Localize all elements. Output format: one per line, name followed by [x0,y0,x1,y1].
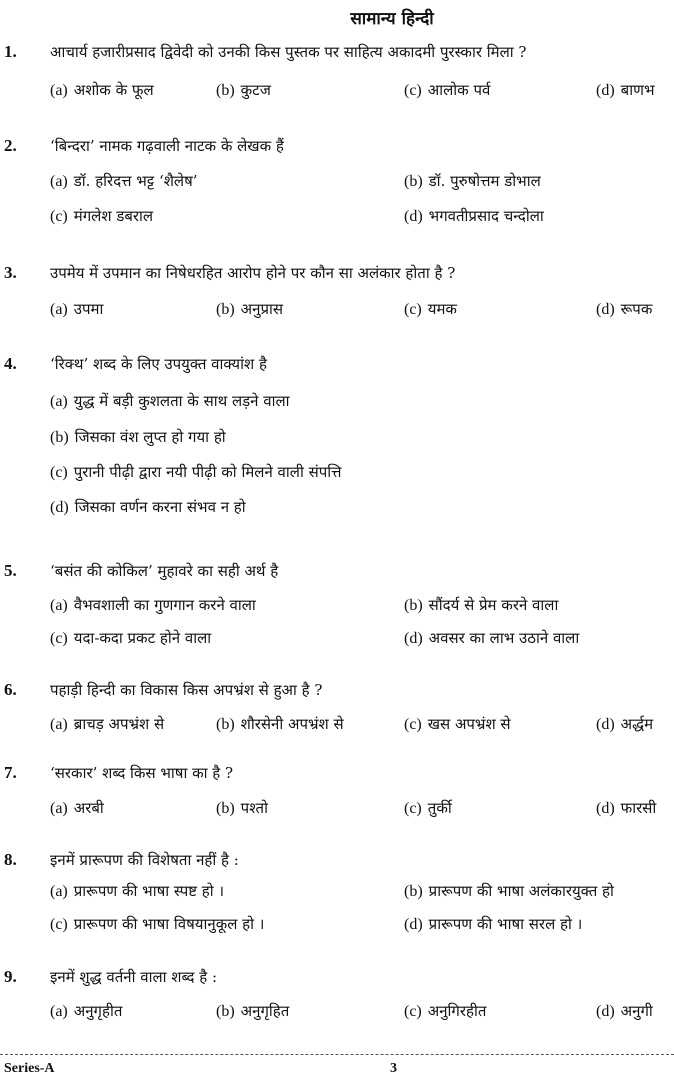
question-number: 5. [4,561,17,580]
option-text: रूपक [620,300,653,318]
option-c [404,798,452,818]
option-text: प्रारूपण की भाषा विषयानुकूल हो । [73,915,265,933]
option-text: सौंदर्य से प्रेम करने वाला [428,596,559,614]
page-number: 3 [390,1061,397,1076]
option-a [50,1001,122,1021]
option-text: भगवतीप्रसाद चन्दोला [428,207,544,225]
option-a [50,171,198,191]
option-text: पुरानी पीढ़ी द्वारा नयी पीढ़ी को मिलने वाली संपत्ति [73,463,342,481]
option-c [404,80,490,100]
question-2 [0,136,674,166]
option-text: अनुप्रास [240,300,284,318]
question-9 [0,967,674,997]
option-b [216,714,344,734]
option-c [50,628,211,648]
question-number: 1. [4,42,17,61]
option-b [216,299,283,319]
option-text: वैभवशाली का गुणगान करने वाला [73,596,256,614]
option-d [596,1001,653,1021]
option-label: (b) [404,173,423,190]
option-text: प्रारूपण की भाषा सरल हो । [428,915,583,933]
option-label: (a) [50,1003,68,1020]
option-label: (b) [404,883,423,900]
option-label: (d) [404,208,423,225]
question-number: 2. [4,136,17,155]
question-text: ‘सरकार’ शब्द किस भाषा का है ? [50,764,234,782]
question-text: इनमें शुद्ध वर्तनी वाला शब्द है : [50,968,218,986]
option-label: (c) [50,464,68,481]
option-label: (b) [50,429,69,446]
question-7 [0,763,674,793]
option-b [50,427,226,447]
option-label: (d) [50,499,69,516]
question-5 [0,561,674,591]
option-text: प्रारूपण की भाषा स्पष्ट हो । [73,882,225,900]
option-label: (a) [50,800,68,817]
option-c [404,714,511,734]
option-text: बाणभ [620,81,655,99]
option-b [404,881,614,901]
option-label: (c) [404,716,422,733]
question-number: 9. [4,967,17,986]
option-a [50,798,104,818]
option-c [404,1001,486,1021]
footer-divider [0,1054,674,1055]
question-text: उपमेय में उपमान का निषेधरहित आरोप होने पर कौन सा अलंकार होता है ? [50,264,456,282]
option-label: (c) [404,1003,422,1020]
option-c [404,299,457,319]
option-label: (c) [404,82,422,99]
option-text: अर्द्धम [620,715,654,733]
option-b [404,171,541,191]
option-text: ब्राचड़ अपभ्रंश से [73,715,165,733]
option-label: (d) [596,716,615,733]
option-text: अरबी [73,799,104,817]
option-text: जिसका वर्णन करना संभव न हो [74,498,246,516]
option-label: (b) [216,716,235,733]
option-a [50,595,256,615]
option-d [596,714,653,734]
option-b [216,1001,289,1021]
option-text: तुर्की [427,799,452,817]
question-text: ‘बसंत की कोकिल’ मुहावरे का सही अर्थ है [50,562,279,580]
question-text: ‘रिक्थ’ शब्द के लिए उपयुक्त वाक्यांश है [50,355,267,373]
option-text: पश्तो [240,799,268,817]
option-a [50,714,164,734]
option-d [404,206,544,226]
option-label: (d) [596,82,615,99]
option-d [596,299,652,319]
option-text: अनुगृहीत [73,1002,123,1020]
option-b [216,798,268,818]
option-c [50,206,153,226]
option-label: (b) [216,1003,235,1020]
option-label: (a) [50,716,68,733]
option-text: अनुगृहित [240,1002,290,1020]
option-label: (d) [404,916,423,933]
option-a [50,80,154,100]
option-text: डॉ. पुरुषोत्तम डोभाल [428,172,541,190]
option-b [216,80,271,100]
option-a [50,391,290,411]
option-text: खस अपभ्रंश से [427,715,511,733]
option-label: (b) [216,301,235,318]
option-b [404,595,558,615]
option-text: यमक [427,300,457,318]
option-text: मंगलेश डबराल [73,207,154,225]
option-text: अनुगी [620,1002,653,1020]
question-number: 8. [4,850,17,869]
option-label: (d) [596,800,615,817]
option-label: (b) [404,597,423,614]
option-c [50,462,342,482]
option-label: (a) [50,173,68,190]
option-text: अशोक के फूल [73,81,154,99]
option-text: शौरसेनी अपभ्रंश से [240,715,344,733]
option-d [404,914,582,934]
question-number: 6. [4,680,17,699]
option-label: (c) [50,630,68,647]
option-d [596,798,656,818]
option-d [596,80,655,100]
option-label: (a) [50,82,68,99]
page-title: सामान्य हिन्दी [350,9,434,29]
question-number: 3. [4,263,17,282]
option-label: (c) [404,301,422,318]
question-number: 4. [4,354,17,373]
option-text: अवसर का लाभ उठाने वाला [428,629,580,647]
option-text: फारसी [620,799,657,817]
question-4 [0,354,674,384]
option-d [404,628,579,648]
option-d [50,497,246,517]
option-label: (d) [596,301,615,318]
question-3 [0,263,674,293]
series-label: Series-A [4,1061,55,1076]
option-label: (a) [50,883,68,900]
option-label: (d) [596,1003,615,1020]
question-text: ‘बिन्दरा’ नामक गढ़वाली नाटक के लेखक हैं [50,137,284,155]
question-number: 7. [4,763,17,782]
option-text: डॉ. हरिदत्त भट्ट ‘शैलेष’ [73,172,198,190]
option-text: जिसका वंश लुप्त हो गया हो [74,428,226,446]
option-label: (c) [404,800,422,817]
option-label: (a) [50,393,68,410]
option-text: युद्ध में बड़ी कुशलता के साथ लड़ने वाला [73,392,290,410]
question-8 [0,850,674,880]
question-text: आचार्य हजारीप्रसाद द्विवेदी को उनकी किस पुस्तक पर साहित्य अकादमी पुरस्कार मिला ? [50,43,527,61]
option-text: आलोक पर्व [427,81,491,99]
option-text: उपमा [73,300,104,318]
option-text: प्रारूपण की भाषा अलंकारयुक्त हो [428,882,614,900]
option-label: (c) [50,916,68,933]
question-text: पहाड़ी हिन्दी का विकास किस अपभ्रंश से हुआ है ? [50,681,323,699]
option-label: (d) [404,630,423,647]
option-label: (b) [216,82,235,99]
option-label: (c) [50,208,68,225]
option-text: यदा-कदा प्रकट होने वाला [73,629,212,647]
option-a [50,881,224,901]
option-text: अनुगिरहीत [427,1002,487,1020]
option-c [50,914,264,934]
option-label: (a) [50,301,68,318]
option-label: (b) [216,800,235,817]
question-text: इनमें प्रारूपण की विशेषता नहीं है : [50,851,239,869]
option-a [50,299,103,319]
question-6 [0,680,674,710]
option-label: (a) [50,597,68,614]
question-1 [0,42,674,72]
option-text: कुटज [240,81,271,99]
